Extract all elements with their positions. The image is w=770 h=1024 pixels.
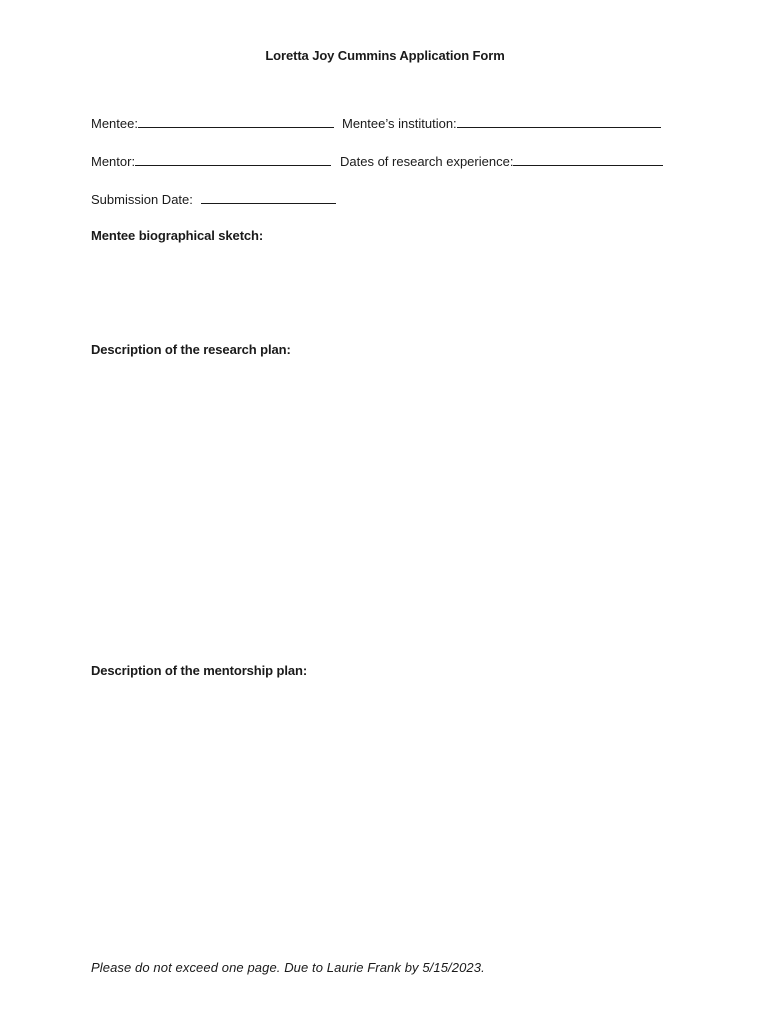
mentee-field-group — [91, 114, 334, 131]
mentor-input[interactable] — [135, 152, 331, 166]
bio-sketch-answer-area[interactable] — [91, 250, 681, 340]
mentorship-plan-heading: Description of the mentorship plan: — [91, 663, 308, 678]
institution-label: Mentee’s institution: — [342, 116, 457, 131]
mentee-input[interactable] — [138, 114, 334, 128]
mentee-label: Mentee: — [91, 116, 138, 131]
mentorship-plan-answer-area[interactable] — [91, 685, 681, 950]
mentor-field-group — [91, 152, 331, 169]
submission-instructions: Please do not exceed one page. Due to Laurie Frank by 5/15/2023. — [91, 960, 485, 975]
mentor-label: Mentor: — [91, 154, 136, 169]
research-plan-answer-area[interactable] — [91, 364, 681, 659]
form-title: Loretta Joy Cummins Application Form — [265, 48, 505, 63]
bio-sketch-heading: Mentee biographical sketch: — [91, 228, 264, 243]
research-plan-heading: Description of the research plan: — [91, 342, 291, 357]
submission-label: Submission Date: — [91, 192, 193, 207]
dates-label: Dates of research experience: — [340, 154, 514, 169]
dates-field-group — [340, 152, 663, 169]
institution-field-group — [342, 114, 661, 131]
dates-input[interactable] — [513, 152, 663, 166]
institution-input[interactable] — [457, 114, 661, 128]
submission-date-input[interactable] — [201, 190, 336, 204]
submission-field-group — [91, 190, 336, 207]
